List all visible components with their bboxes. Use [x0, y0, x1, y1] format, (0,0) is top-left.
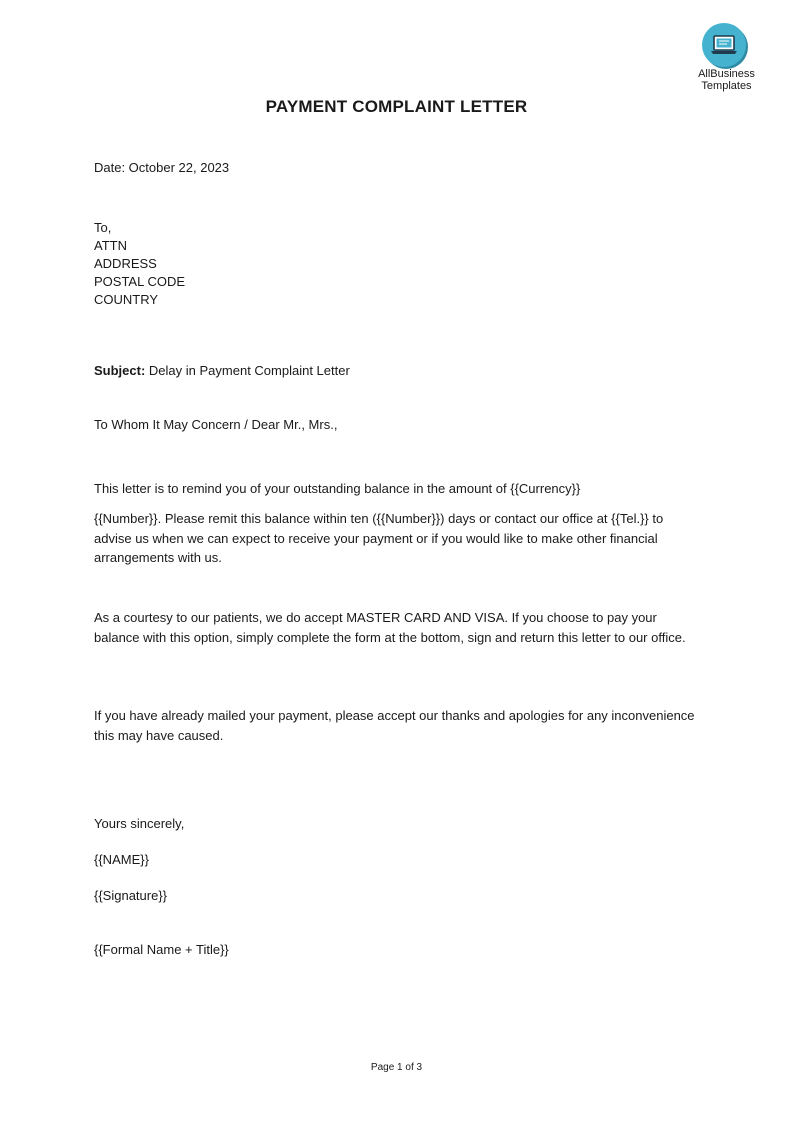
paragraph-2: As a courtesy to our patients, we do accept MASTER CARD AND VISA. If you choose to pay your balance with this option, simply complete the form at the bottom, sign and return this letter to our office.: [94, 610, 686, 645]
formal-name-placeholder: {{Formal Name + Title}}: [94, 942, 229, 957]
recipient-address: ADDRESS: [94, 256, 157, 271]
laptop-icon: [702, 23, 746, 67]
name-placeholder: {{NAME}}: [94, 852, 149, 867]
subject-text: Delay in Payment Complaint Letter: [148, 363, 350, 378]
subject-line: [94, 362, 350, 380]
date-line: Date: October 22, 2023: [94, 160, 230, 175]
paragraph-1-body: {{Number}}. Please remit this balance within ten ({{Number}}) days or contact our office at {{Tel.}} to advise us when we can expect to receive your payment or if you would like to make other financial arrangements with us.: [94, 511, 664, 565]
paragraph-1-line-1: This letter is to remind you of your outstanding balance in the amount of {{Currency}}: [94, 481, 581, 496]
logo-line-2: Templates: [701, 80, 752, 92]
sign-off: Yours sincerely,: [94, 816, 185, 831]
signature-placeholder: {{Signature}}: [94, 888, 168, 903]
page-number: Page 1 of 3: [370, 1062, 423, 1073]
recipient-country: COUNTRY: [94, 292, 159, 307]
recipient-to: To,: [94, 220, 112, 235]
paragraph-3: If you have already mailed your payment, please accept our thanks and apologies for any inconvenience this may have caused.: [94, 708, 695, 743]
letter-title: PAYMENT COMPLAINT LETTER: [265, 97, 528, 116]
logo-text: [680, 68, 773, 92]
recipient-postal-code: POSTAL CODE: [94, 274, 186, 289]
recipient-attn: ATTN: [94, 238, 127, 253]
subject-label: Subject:: [94, 363, 146, 378]
salutation: To Whom It May Concern / Dear Mr., Mrs.,: [94, 417, 338, 432]
logo-line-1: AllBusiness: [698, 68, 755, 80]
